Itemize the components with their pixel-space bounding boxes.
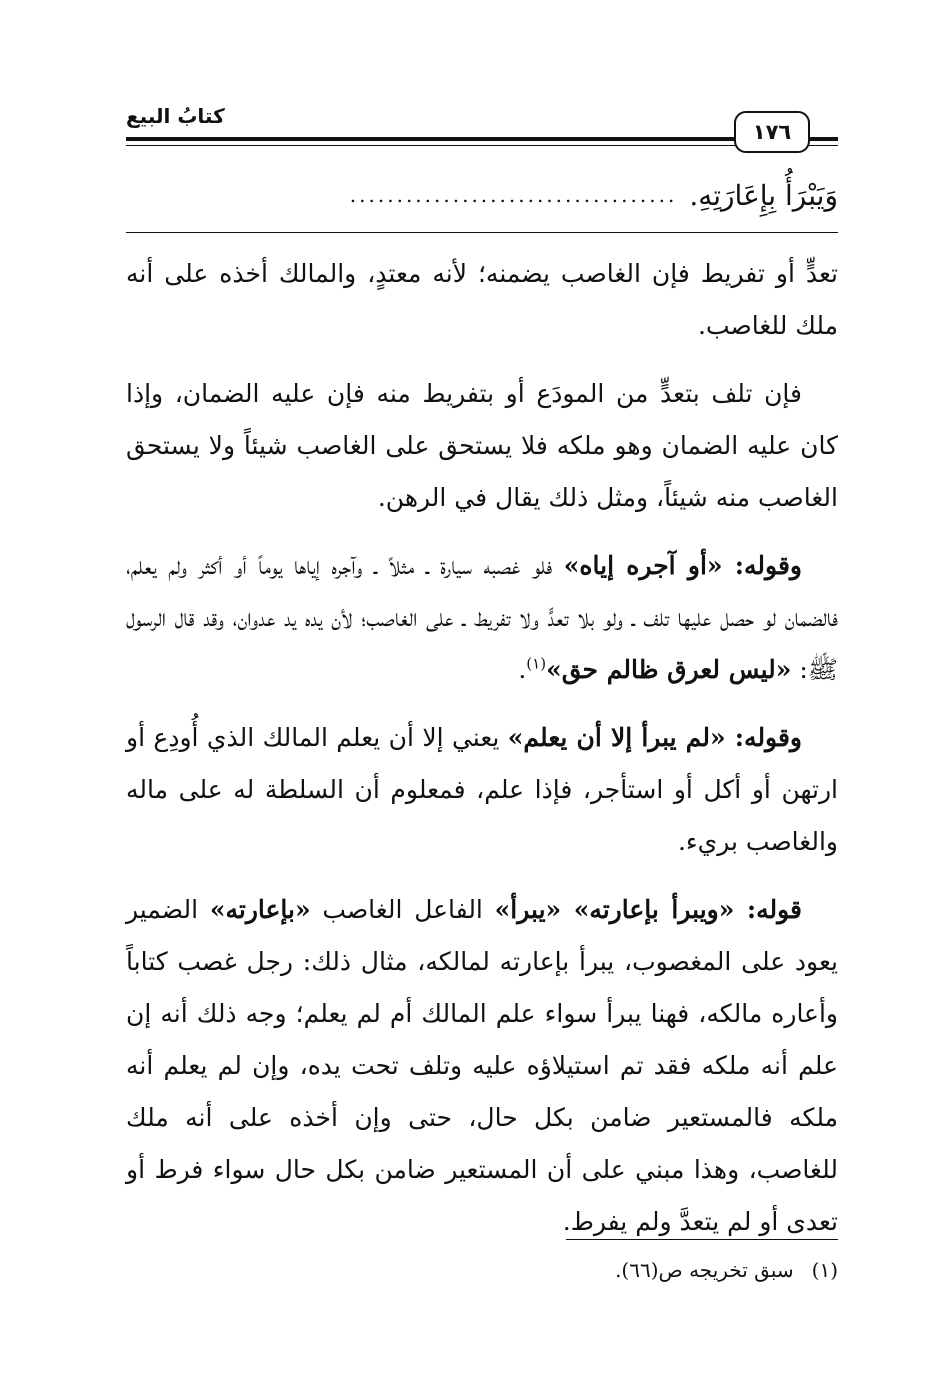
footnote-text: سبق تخريجه ص(٦٦). [615, 1258, 794, 1282]
header-rule-thin [126, 145, 738, 146]
footnote [126, 1254, 838, 1286]
paragraph-5: قوله: «ويبرأ بإعارته» «يبرأ» الفاعل الغاصب «بإعارته» الضمير يعود على المغصوب، يبرأ بإعارته لمالكه، مثال ذلك: رجل غصب كتاباً وأعاره مالكه، فهنا يبرأ سواء علم المالك أم لم يعلم؛ وجه ذلك أنه إن علم أنه ملكه فقد تم استيلاؤه عليه وتلف تحت يده، وإن لم يعلم أنه ملكه فالمستعير ضامن بكل حال، حتى وإن أخذه على أنه ملك للغاصب، وهذا مبني على أن المستعير ضامن بكل حال سواء فرط أو تعدى أو لم يتعدَّ ولم يفرط. [126, 895, 838, 1236]
footnote-ref: (١) [526, 654, 547, 673]
book-title: كتابُ البيع [126, 104, 225, 128]
header-rule-right-thick [806, 137, 838, 141]
page-number: ١٧٦ [734, 111, 810, 153]
paragraph-4: وقوله: «لم يبرأ إلا أن يعلم» يعني إلا أن يعلم المالك الذي أُودِع أو ارتهن أو أكل أو استأجر، فإذا علم، فمعلوم أن السلطة له على ماله والغاصب بريء. [126, 723, 838, 856]
header-rule-right-thin [806, 145, 838, 146]
footnote-divider [566, 1239, 838, 1240]
paragraph-3: وقوله: «أو آجره إياه» فلو غصبه سيارة ـ مثلاً ـ وآجره إياها يوماً أو أكثر ولم يعلم، فالضمان لو حصل عليها تلف ـ ولو بلا تعدٍّ ولا تفريط ـ على الغاصب؛ لأن يده يد عدوان، وقد قال الرسول ﷺ: «ليس لعرق ظالم حق»$^{(١)}$. [126, 551, 838, 684]
matn-text: وَيَبْرَأُ بِإِعَارَتِهِ. [689, 178, 838, 212]
paragraph-1: تعدٍّ أو تفريط فإن الغاصب يضمنه؛ لأنه معتدٍ، والمالك أخذه على أنه ملك للغاصب. [126, 259, 838, 340]
body-text [126, 248, 838, 1264]
matn-dots: ................................... [349, 185, 678, 205]
matn-line [126, 170, 838, 220]
matn-divider [126, 232, 838, 233]
footnote-number: (١) [811, 1258, 838, 1282]
page-header [126, 100, 838, 160]
header-rule-thick [126, 137, 738, 141]
paragraph-2: فإن تلف بتعدٍّ من المودَع أو بتفريط منه فإن عليه الضمان، وإذا كان عليه الضمان وهو ملكه فلا يستحق على الغاصب شيئاً ولا يستحق الغاصب منه شيئاً، ومثل ذلك يقال في الرهن. [126, 379, 838, 512]
